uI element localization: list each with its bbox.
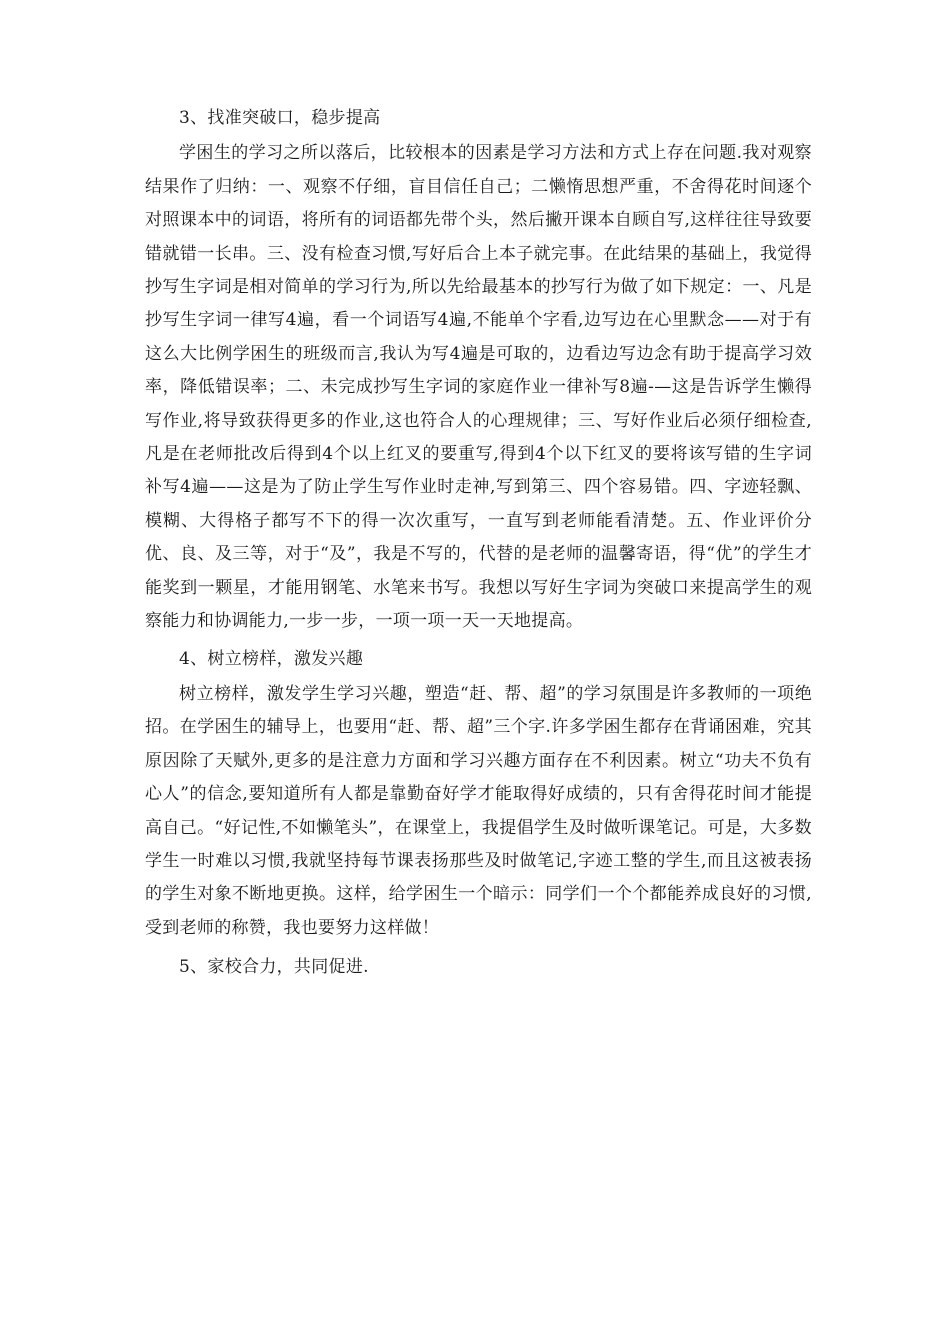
section-4-paragraph: 树立榜样，激发学生学习兴趣，塑造“赶、帮、超”的学习氛围是许多教师的一项绝招。在学困生的辅导上，也要用“赶、帮、超”三个字.许多学困生都存在背诵困难，究其原因除了天赋外,更多的是注意力方面和学习兴趣方面存在不利因素。树立“功夫不负有心人”的信念,要知道所有人都是靠勤奋好学才能取得好成绩的，只有舍得花时间才能提高自己。“好记性,不如懒笔头”，在课堂上，我提倡学生及时做听课笔记。可是，大多数学生一时难以习惯,我就坚持每节课表扬那些及时做笔记,字迹工整的学生,而且这被表扬的学生对象不断地更换。这样，给学困生一个暗示：同学们一个个都能养成良好的习惯,受到老师的称赞，我也要努力这样做！ [145, 683, 812, 938]
section-3-heading: 3、找准突破口，稳步提高 [179, 108, 381, 128]
section-5-heading: 5、家校合力，共同促进. [179, 957, 369, 978]
document-body [145, 102, 812, 985]
section-4-heading: 4、树立榜样，激发兴趣 [179, 648, 364, 669]
section-3-paragraph: 学困生的学习之所以落后，比较根本的因素是学习方法和方式上存在问题.我对观察结果作了归纳：一、观察不仔细，盲目信任自己；二懒惰思想严重，不舍得花时间逐个对照课本中的词语，将所有的词语都先带个头，然后撇开课本自顾自写,这样往往导致要错就错一长串。三、没有检查习惯,写好后合上本子就完事。在此结果的基础上，我觉得抄写生字词是相对简单的学习行为,所以先给最基本的抄写行为做了如下规定：一、凡是抄写生字词一律写4遍，看一个词语写4遍,不能单个字看,边写边在心里默念——对于有这么大比例学困生的班级而言,我认为写4遍是可取的，边看边写边念有助于提高学习效率，降低错误率；二、未完成抄写生字词的家庭作业一律补写8遍-—这是告诉学生懒得写作业,将导致获得更多的作业,这也符合人的心理规律；三、写好作业后必须仔细检查,凡是在老师批改后得到4个以上红叉的要重写,得到4个以下红叉的要将该写错的生字词补写4遍——这是为了防止学生写作业时走神,写到第三、四个容易错。四、字迹轻飘、模糊、大得格子都写不下的得一次次重写，一直写到老师能看清楚。五、作业评价分优、良、及三等，对于“及”，我是不写的，代替的是老师的温馨寄语，得“优”的学生才能奖到一颗星，才能用钢笔、水笔来书写。我想以写好生字词为突破口来提高学生的观察能力和协调能力,一步一步，一项一项一天一天地提高。 [145, 143, 812, 632]
